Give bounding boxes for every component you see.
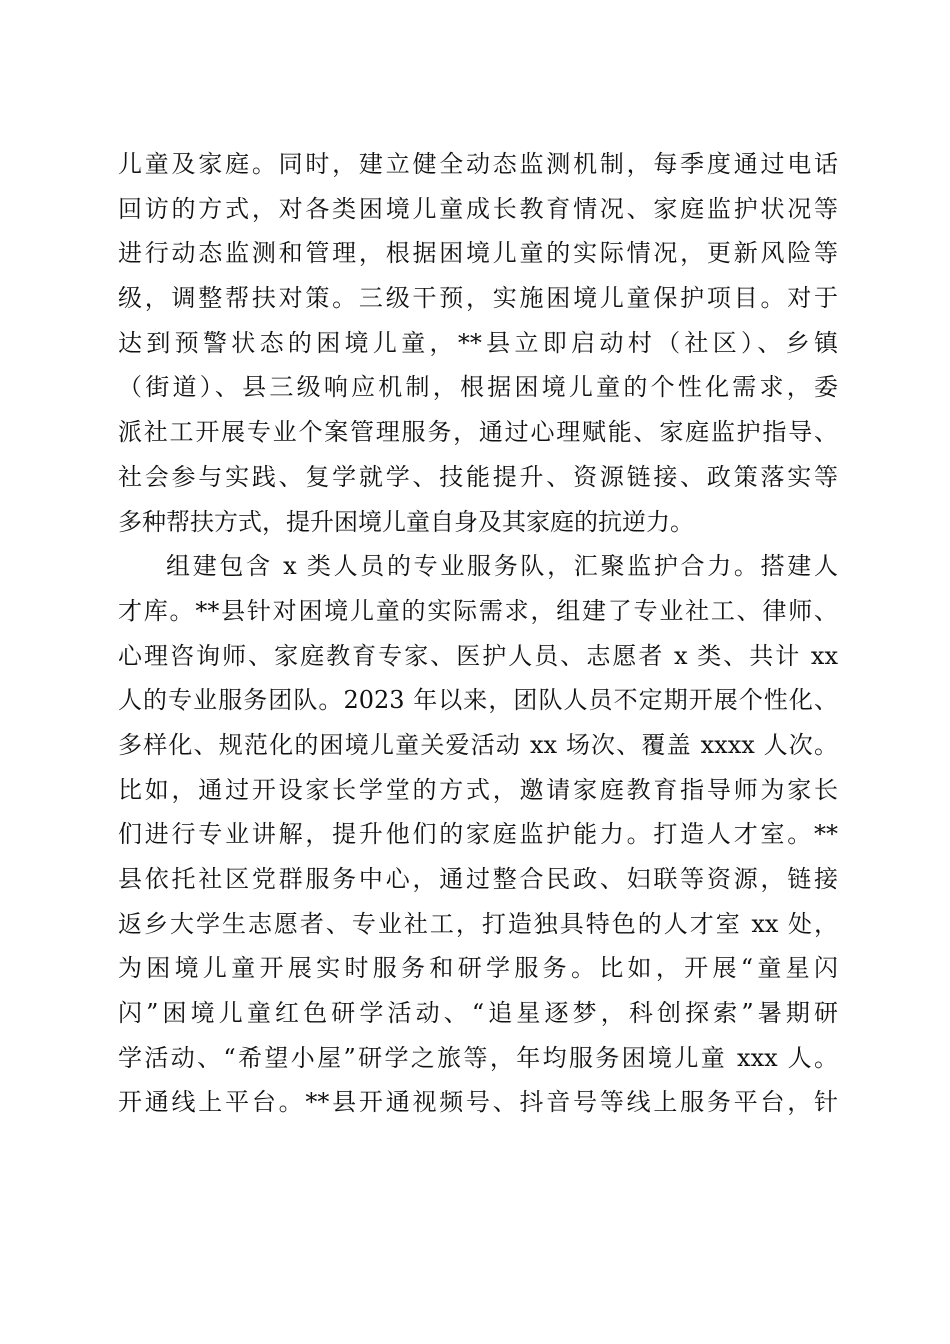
- text-line: 达到预警状态的困境儿童，**县立即启动村（社区）、乡镇: [118, 328, 838, 357]
- text-line: 多样化、规范化的困境儿童关爱活动 xx 场次、覆盖 xxxx 人次。: [118, 730, 838, 759]
- paragraph-1: [118, 142, 838, 544]
- text-line: 派社工开展专业个案管理服务，通过心理赋能、家庭监护指导、: [118, 418, 838, 447]
- text-line: 比如，通过开设家长学堂的方式，邀请家庭教育指导师为家长: [118, 775, 838, 804]
- text-line: 心理咨询师、家庭教育专家、医护人员、志愿者 x 类、共计 xx: [118, 641, 838, 670]
- text-line: （街道）、县三级响应机制，根据困境儿童的个性化需求，委: [118, 373, 838, 402]
- body-text: [118, 142, 838, 1125]
- text-line: 县依托社区党群服务中心，通过整合民政、妇联等资源，链接: [118, 865, 838, 893]
- text-line: 人的专业服务团队。2023 年以来，团队人员不定期开展个性化、: [118, 686, 838, 715]
- text-line: 返乡大学生志愿者、专业社工，打造独具特色的人才室 xx 处，: [118, 909, 838, 938]
- text-line: 进行动态监测和管理，根据困境儿童的实际情况，更新风险等: [118, 239, 838, 268]
- text-line: 儿童及家庭。同时，建立健全动态监测机制，每季度通过电话: [118, 150, 838, 178]
- paragraph-2: [118, 544, 838, 1125]
- text-line: 组建包含 x 类人员的专业服务队，汇聚监护合力。搭建人: [166, 552, 838, 581]
- text-line: 级，调整帮扶对策。三级干预，实施困境儿童保护项目。对于: [118, 284, 838, 313]
- text-line: 多种帮扶方式，提升困境儿童自身及其家庭的抗逆力。: [118, 507, 694, 536]
- text-line: 才库。**县针对困境儿童的实际需求，组建了专业社工、律师、: [118, 596, 838, 625]
- text-line: 们进行专业讲解，提升他们的家庭监护能力。打造人才室。**: [118, 820, 838, 849]
- text-line: 社会参与实践、复学就学、技能提升、资源链接、政策落实等: [118, 462, 838, 491]
- text-line: 闪”困境儿童红色研学活动、“追星逐梦，科创探索”暑期研: [118, 999, 838, 1028]
- text-line: 开通线上平台。**县开通视频号、抖音号等线上服务平台，针: [118, 1088, 838, 1117]
- text-line: 学活动、“希望小屋”研学之旅等，年均服务困境儿童 xxx 人。: [118, 1043, 838, 1072]
- text-line: 回访的方式，对各类困境儿童成长教育情况、家庭监护状况等: [118, 194, 838, 223]
- text-line: 为困境儿童开展实时服务和研学服务。比如，开展“童星闪: [118, 954, 838, 983]
